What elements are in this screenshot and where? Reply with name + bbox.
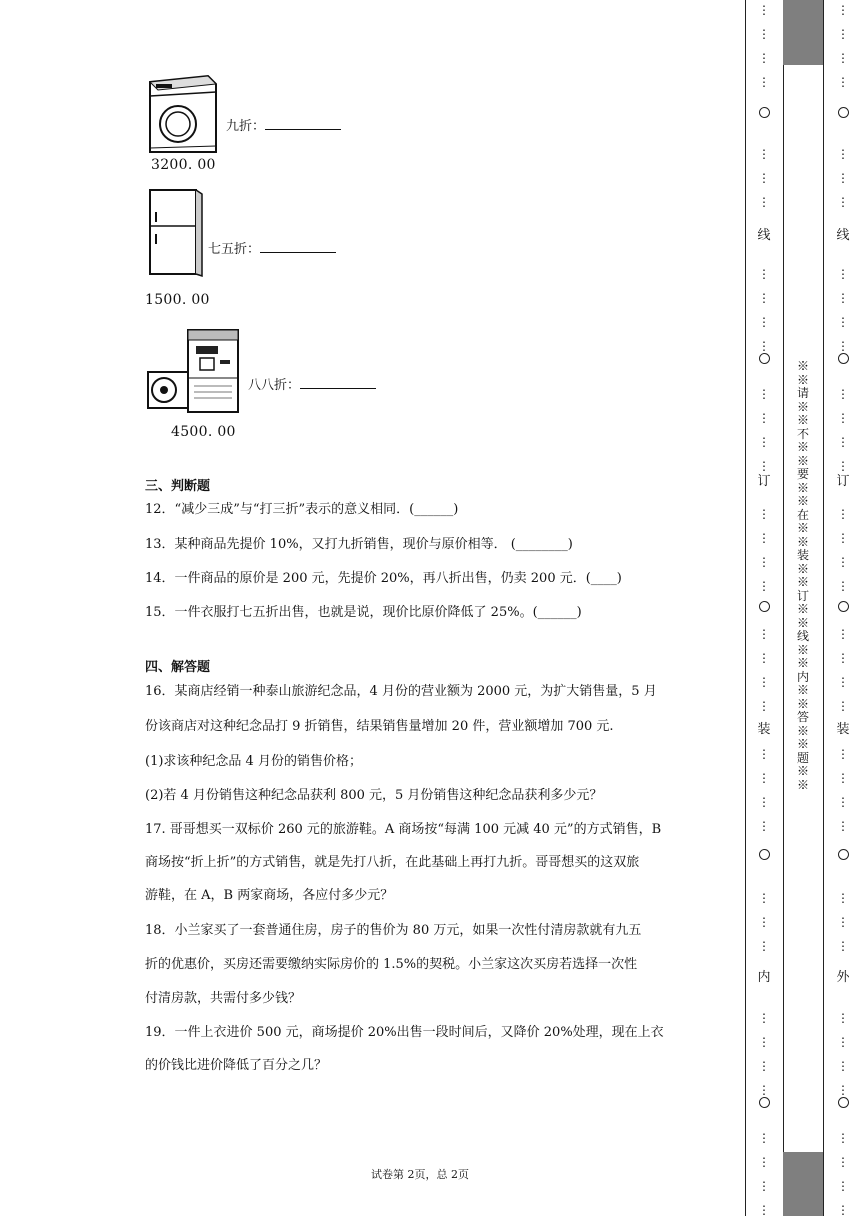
cut-circle-icon — [754, 353, 774, 364]
section-heading: 四、解答题 — [145, 660, 211, 675]
cut-dots: ⋮ — [837, 1059, 849, 1073]
cut-circle-icon — [754, 1097, 774, 1108]
cut-dots: ⋮ — [758, 411, 770, 425]
cut-dots: ⋮ — [758, 315, 770, 329]
cut-dots: ⋮ — [837, 1131, 849, 1145]
margin-border-line — [823, 0, 824, 1216]
gray-band-top — [783, 0, 823, 65]
cut-dots: ⋮ — [758, 699, 770, 713]
question-line: 商场按“折上折”的方式销售，就是先打八折，在此基础上再打九折。哥哥想买的这双旅 — [145, 855, 640, 870]
product-price: 4500. 00 — [171, 424, 236, 440]
cut-dots: ⋮ — [837, 651, 849, 665]
question-line: 份该商店对这种纪念品打 9 折销售，结果销售量增加 20 件，营业额增加 700 元. — [145, 719, 614, 734]
cut-dots: ⋮ — [758, 1203, 770, 1217]
cut-dots: ⋮ — [758, 387, 770, 401]
cut-circle-icon — [754, 849, 774, 860]
cut-dots: ⋮ — [837, 1035, 849, 1049]
answer-blank[interactable] — [260, 239, 336, 253]
product-price: 1500. 00 — [145, 292, 210, 308]
cut-dots: ⋮ — [837, 291, 849, 305]
cut-dots: ⋮ — [758, 339, 770, 353]
cut-dots: ⋮ — [837, 1011, 849, 1025]
cut-dots: ⋮ — [758, 939, 770, 953]
cut-dots: ⋮ — [758, 819, 770, 833]
cut-dots: ⋮ — [837, 1083, 849, 1097]
question-line: 19．一件上衣进价 500 元，商场提价 20%出售一段时间后，又降价 20%处理，现在上衣 — [145, 1025, 664, 1040]
cut-circle-icon — [833, 1097, 853, 1108]
cut-dots: ⋮ — [837, 3, 849, 17]
cut-dots: ⋮ — [758, 147, 770, 161]
air-conditioner-icon — [146, 326, 242, 414]
answer-blank[interactable] — [265, 116, 341, 130]
cut-dots: ⋮ — [837, 195, 849, 209]
cut-dots: ⋮ — [837, 627, 849, 641]
question-item: 15．一件衣服打七五折出售，也就是说，现价比原价降低了 25%。(______) — [145, 605, 582, 620]
question-line: (1)求该种纪念品 4 月份的销售价格； — [145, 754, 362, 769]
cut-dots: ⋮ — [837, 747, 849, 761]
discount-label — [208, 238, 336, 257]
margin-dots-right — [825, 0, 860, 1216]
cut-dots: ⋮ — [837, 171, 849, 185]
cut-dots: ⋮ — [758, 1011, 770, 1025]
margin-label: 订 — [836, 474, 850, 489]
margin-label: 装 — [757, 722, 771, 737]
question-item: 13．某种商品先提价 10%，又打九折销售，现价与原价相等． (________) — [145, 537, 573, 552]
question-line: 16．某商店经销一种泰山旅游纪念品，4 月份的营业额为 2000 元，为扩大销售量，5 月 — [145, 684, 657, 699]
cut-dots: ⋮ — [837, 1179, 849, 1193]
cut-dots: ⋮ — [758, 1131, 770, 1145]
margin-label: 线 — [836, 228, 850, 243]
gray-band-bottom — [783, 1152, 823, 1216]
cut-dots: ⋮ — [758, 267, 770, 281]
cut-dots: ⋮ — [837, 267, 849, 281]
question-item: 14．一件商品的原价是 200 元，先提价 20%，再八折出售，仍卖 200 元．(____) — [145, 571, 622, 586]
cut-dots: ⋮ — [837, 435, 849, 449]
cut-dots: ⋮ — [758, 1059, 770, 1073]
margin-label: 外 — [836, 970, 850, 985]
cut-dots: ⋮ — [837, 339, 849, 353]
discount-text: 八八折： — [248, 378, 301, 393]
cut-dots: ⋮ — [837, 891, 849, 905]
cut-dots: ⋮ — [837, 459, 849, 473]
cut-dots: ⋮ — [758, 747, 770, 761]
cut-dots: ⋮ — [758, 915, 770, 929]
cut-dots: ⋮ — [758, 1155, 770, 1169]
cut-dots: ⋮ — [837, 27, 849, 41]
cut-dots: ⋮ — [837, 75, 849, 89]
cut-dots: ⋮ — [758, 627, 770, 641]
cut-dots: ⋮ — [837, 147, 849, 161]
washing-machine-icon — [146, 72, 218, 154]
question-line: 的价钱比进价降低了百分之几？ — [145, 1058, 328, 1073]
discount-text: 九折： — [226, 119, 266, 134]
cut-dots: ⋮ — [758, 195, 770, 209]
question-line: 17. 哥哥想买一双标价 260 元的旅游鞋。A 商场按“每满 100 元减 40 元”的方式销售，B — [145, 822, 662, 837]
cut-dots: ⋮ — [837, 531, 849, 545]
cut-dots: ⋮ — [758, 1083, 770, 1097]
cut-dots: ⋮ — [837, 507, 849, 521]
discount-label — [226, 115, 341, 134]
cut-dots: ⋮ — [837, 51, 849, 65]
cut-dots: ⋮ — [837, 915, 849, 929]
question-item: 12．“减少三成”与“打三折”表示的意义相同．(______) — [145, 502, 459, 517]
cut-dots: ⋮ — [837, 939, 849, 953]
cut-dots: ⋮ — [837, 819, 849, 833]
cut-dots: ⋮ — [758, 651, 770, 665]
margin-warning: ※※请※※不※※要※※在※※装※※订※※线※※内※※答※※题※※ — [796, 359, 809, 792]
cut-dots: ⋮ — [758, 3, 770, 17]
cut-dots: ⋮ — [837, 1203, 849, 1217]
cut-circle-icon — [754, 601, 774, 612]
cut-dots: ⋮ — [837, 555, 849, 569]
product-price: 3200. 00 — [151, 157, 216, 173]
cut-dots: ⋮ — [758, 1035, 770, 1049]
cut-dots: ⋮ — [758, 171, 770, 185]
cut-dots: ⋮ — [837, 1155, 849, 1169]
cut-dots: ⋮ — [758, 51, 770, 65]
cut-dots: ⋮ — [758, 555, 770, 569]
margin-label: 装 — [836, 722, 850, 737]
cut-dots: ⋮ — [758, 771, 770, 785]
cut-dots: ⋮ — [758, 435, 770, 449]
cut-circle-icon — [833, 849, 853, 860]
cut-dots: ⋮ — [837, 675, 849, 689]
cut-dots: ⋮ — [837, 771, 849, 785]
cut-dots: ⋮ — [758, 675, 770, 689]
cut-dots: ⋮ — [837, 315, 849, 329]
refrigerator-icon — [146, 186, 206, 278]
cut-dots: ⋮ — [837, 579, 849, 593]
cut-dots: ⋮ — [837, 411, 849, 425]
cut-dots: ⋮ — [758, 291, 770, 305]
section-heading: 三、判断题 — [145, 479, 211, 494]
margin-dots-left — [744, 0, 784, 1216]
discount-label — [248, 374, 376, 393]
cut-dots: ⋮ — [837, 387, 849, 401]
cut-circle-icon — [833, 107, 853, 118]
cut-dots: ⋮ — [758, 795, 770, 809]
cut-dots: ⋮ — [758, 27, 770, 41]
cut-dots: ⋮ — [758, 459, 770, 473]
cut-dots: ⋮ — [837, 795, 849, 809]
margin-label: 订 — [757, 474, 771, 489]
margin-label: 线 — [757, 228, 771, 243]
page-footer: 试卷第 2页，总 2页 — [371, 1168, 469, 1181]
margin-label: 内 — [757, 970, 771, 985]
question-line: 18．小兰家买了一套普通住房，房子的售价为 80 万元，如果一次性付清房款就有九五 — [145, 923, 642, 938]
cut-dots: ⋮ — [758, 891, 770, 905]
cut-dots: ⋮ — [758, 75, 770, 89]
question-line: 折的优惠价，买房还需要缴纳实际房价的 1.5%的契税。小兰家这次买房若选择一次性 — [145, 957, 638, 972]
question-line: (2)若 4 月份销售这种纪念品获利 800 元，5 月份销售这种纪念品获利多少元？ — [145, 788, 603, 803]
cut-circle-icon — [833, 601, 853, 612]
cut-dots: ⋮ — [758, 1179, 770, 1193]
cut-dots: ⋮ — [758, 531, 770, 545]
cut-dots: ⋮ — [837, 699, 849, 713]
question-line: 游鞋，在 A，B 两家商场，各应付多少元？ — [145, 888, 394, 903]
cut-circle-icon — [754, 107, 774, 118]
question-line: 付清房款，共需付多少钱？ — [145, 991, 302, 1006]
answer-blank[interactable] — [300, 375, 376, 389]
cut-circle-icon — [833, 353, 853, 364]
cut-dots: ⋮ — [758, 507, 770, 521]
cut-dots: ⋮ — [758, 579, 770, 593]
discount-text: 七五折： — [208, 242, 261, 257]
